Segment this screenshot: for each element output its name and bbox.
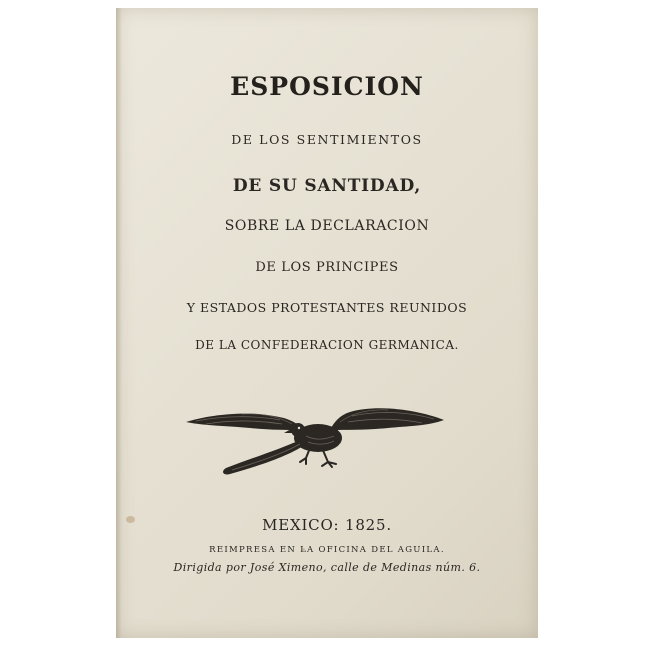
director-line: Dirigida por José Ximeno, calle de Medinas núm. 6. — [173, 561, 481, 574]
subtitle-line-2: DE SU SANTIDAD, — [232, 176, 422, 196]
title-page — [116, 8, 538, 638]
page-edge-shadow — [116, 8, 122, 638]
printer-line: REIMPRESA EN LA OFICINA DEL AGUILA. — [209, 545, 445, 555]
subtitle-line-5: Y ESTADOS PROTESTANTES REUNIDOS — [186, 300, 468, 315]
book-title: ESPOSICION — [230, 72, 424, 101]
subtitle-line-4: DE LOS PRINCIPES — [255, 260, 399, 275]
imprint-place-date: MEXICO: 1825. — [262, 516, 392, 534]
subtitle-line-1: DE LOS SENTIMIENTOS — [231, 132, 423, 147]
subtitle-line-3: SOBRE LA DECLARACION — [224, 218, 430, 234]
subtitle-line-6: DE LA CONFEDERACION GERMANICA. — [195, 338, 459, 352]
eagle-vignette-icon — [182, 400, 448, 482]
